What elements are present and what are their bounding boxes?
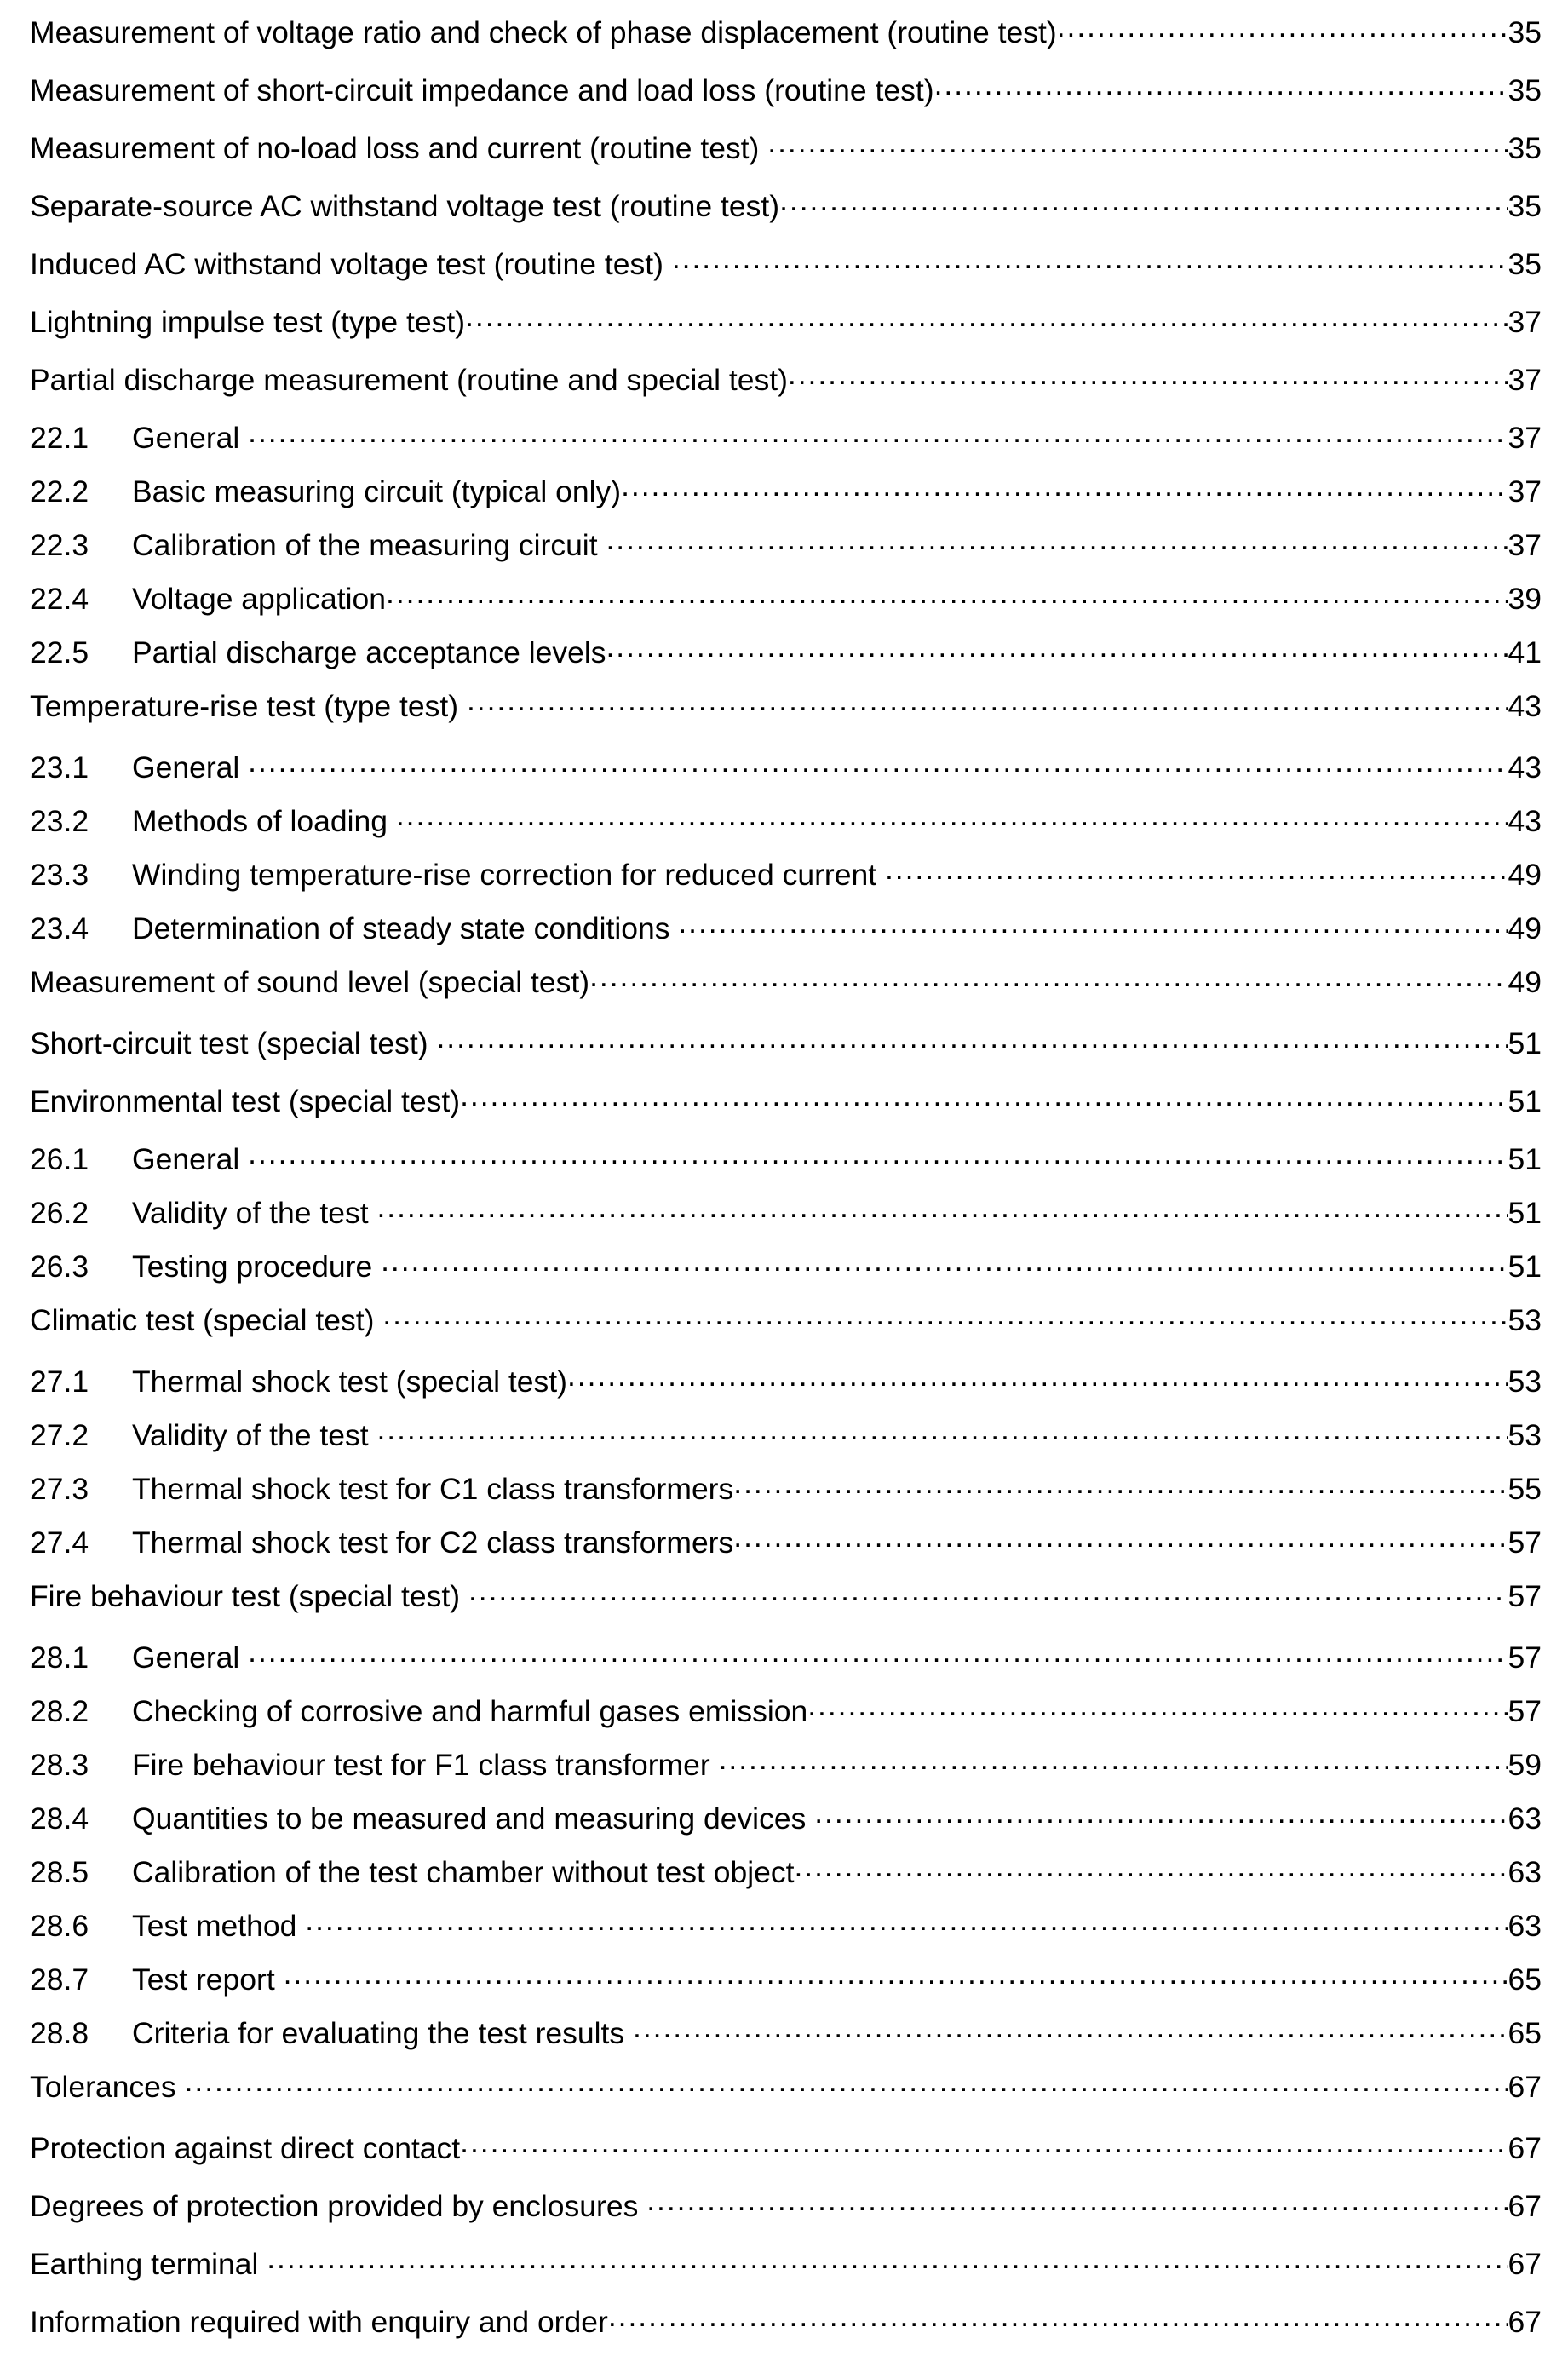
- toc-entry-title: Voltage application: [132, 581, 387, 616]
- toc-entry[interactable]: [30, 1576, 1542, 1637]
- toc-entry-page-number: 35: [1508, 246, 1542, 281]
- toc-entry[interactable]: [30, 1691, 1542, 1744]
- toc-entry-title: Calibration of the test chamber without test object: [132, 1854, 795, 1889]
- toc-entry[interactable]: [30, 2301, 1542, 2359]
- toc-entry-title: Calibration of the measuring circuit: [132, 527, 598, 562]
- toc-dot-leader: [376, 1192, 1508, 1223]
- toc-dot-leader: [468, 1576, 1508, 1606]
- toc-entry-title: Environmental test (special test): [30, 1083, 461, 1118]
- toc-entry-title: Basic measuring circuit (typical only): [132, 474, 622, 508]
- toc-entry-title: Measurement of sound level (special test): [30, 964, 590, 999]
- toc-entry-title: Lightning impulse test (type test): [30, 304, 466, 339]
- toc-dot-leader: [767, 128, 1508, 158]
- toc-entry-page-number: 51: [1508, 1195, 1542, 1230]
- toc-entry-number: 28.5: [30, 1854, 89, 1889]
- toc-dot-leader: [934, 70, 1508, 101]
- toc-dot-leader: [633, 2013, 1508, 2043]
- toc-entry-page-number: 67: [1508, 2069, 1542, 2104]
- toc-dot-leader: [646, 2186, 1508, 2216]
- toc-entry[interactable]: [30, 1361, 1542, 1415]
- toc-dot-leader: [788, 359, 1508, 390]
- toc-entry[interactable]: [30, 302, 1542, 359]
- toc-entry-page-number: 39: [1508, 581, 1542, 616]
- toc-entry-number: 26.3: [30, 1249, 89, 1284]
- toc-entry-page-number: 41: [1508, 635, 1542, 669]
- toc-entry-page-number: 57: [1508, 1640, 1542, 1675]
- toc-entry[interactable]: [30, 186, 1542, 244]
- toc-entry-title: Earthing terminal: [30, 2246, 259, 2281]
- toc-entry-title: Checking of corrosive and harmful gases emission: [132, 1693, 808, 1728]
- toc-entry-title: Induced AC withstand voltage test (routine test): [30, 246, 663, 281]
- toc-entry-page-number: 35: [1508, 130, 1542, 165]
- toc-entry[interactable]: [30, 801, 1542, 854]
- toc-dot-leader: [467, 686, 1508, 716]
- toc-dot-leader: [885, 854, 1508, 885]
- toc-entry-page-number: 53: [1508, 1302, 1542, 1337]
- toc-entry-number: 26.1: [30, 1141, 89, 1176]
- toc-entry-title: Measurement of voltage ratio and check of phase displacement (routine test): [30, 14, 1057, 49]
- toc-entry-page-number: 37: [1508, 420, 1542, 455]
- toc-entry-number: 28.3: [30, 1747, 89, 1782]
- toc-entry-number: 28.8: [30, 2015, 89, 2050]
- toc-entry-number: 22.5: [30, 635, 89, 669]
- toc-entry-title: Thermal shock test for C2 class transformers: [132, 1525, 734, 1560]
- toc-entry[interactable]: [30, 2128, 1542, 2186]
- toc-dot-leader: [807, 1691, 1508, 1721]
- toc-entry-number: 28.6: [30, 1908, 89, 1943]
- toc-entry-page-number: 35: [1508, 14, 1542, 49]
- toc-entry-page-number: 51: [1508, 1249, 1542, 1284]
- toc-entry-title: General: [132, 750, 240, 784]
- toc-entry-title: Protection against direct contact: [30, 2130, 461, 2165]
- toc-entry-title: Measurement of short-circuit impedance and load loss (routine test): [30, 72, 934, 107]
- toc-entry-page-number: 67: [1508, 2188, 1542, 2223]
- toc-entry-title: Degrees of protection provided by enclosures: [30, 2188, 639, 2223]
- toc-entry[interactable]: [30, 1905, 1542, 1959]
- toc-dot-leader: [248, 747, 1508, 778]
- toc-entry-page-number: 63: [1508, 1854, 1542, 1889]
- toc-entry-title: Test report: [132, 1962, 275, 1997]
- toc-entry[interactable]: [30, 1192, 1542, 1246]
- toc-dot-leader: [589, 962, 1508, 992]
- toc-entry[interactable]: [30, 686, 1542, 747]
- toc-entry[interactable]: [30, 1522, 1542, 1576]
- toc-dot-leader: [606, 632, 1508, 663]
- toc-entry[interactable]: [30, 1300, 1542, 1361]
- toc-entry-number: 22.1: [30, 420, 89, 455]
- toc-dot-leader: [284, 1959, 1508, 1990]
- toc-entry-title: Short-circuit test (special test): [30, 1026, 428, 1060]
- toc-entry[interactable]: [30, 2186, 1542, 2244]
- toc-entry[interactable]: [30, 417, 1542, 471]
- toc-entry-number: 23.1: [30, 750, 89, 784]
- toc-entry-title: Partial discharge measurement (routine and special test): [30, 362, 788, 397]
- toc-entry[interactable]: [30, 1468, 1542, 1522]
- toc-entry-page-number: 35: [1508, 188, 1542, 223]
- toc-entry[interactable]: [30, 1415, 1542, 1468]
- toc-entry-page-number: 67: [1508, 2246, 1542, 2281]
- toc-entry[interactable]: [30, 2244, 1542, 2301]
- toc-dot-leader: [305, 1905, 1508, 1936]
- toc-entry-number: 22.4: [30, 581, 89, 616]
- toc-entry-page-number: 37: [1508, 304, 1542, 339]
- toc-entry-number: 23.3: [30, 857, 89, 892]
- toc-entry-number: 27.2: [30, 1417, 89, 1452]
- toc-entry[interactable]: [30, 854, 1542, 908]
- toc-entry-number: 28.2: [30, 1693, 89, 1728]
- toc-dot-leader: [814, 1798, 1508, 1829]
- toc-entry-title: Thermal shock test for C1 class transformers: [132, 1471, 734, 1506]
- toc-entry[interactable]: [30, 578, 1542, 632]
- toc-dot-leader: [386, 578, 1508, 609]
- toc-entry-number: 27.1: [30, 1364, 89, 1399]
- toc-entry[interactable]: [30, 244, 1542, 302]
- toc-entry-number: 23.2: [30, 803, 89, 838]
- toc-entry-number: 28.1: [30, 1640, 89, 1675]
- toc-dot-leader: [733, 1468, 1508, 1499]
- toc-entry-title: General: [132, 420, 240, 455]
- toc-entry-page-number: 49: [1508, 911, 1542, 945]
- toc-entry-page-number: 63: [1508, 1801, 1542, 1836]
- toc-dot-leader: [396, 801, 1508, 831]
- toc-entry-title: Criteria for evaluating the test results: [132, 2015, 625, 2050]
- toc-entry-title: Fire behaviour test for F1 class transformer: [132, 1747, 710, 1782]
- toc-entry[interactable]: [30, 1852, 1542, 1905]
- toc-entry[interactable]: [30, 12, 1542, 70]
- toc-dot-leader: [436, 1023, 1508, 1054]
- toc-entry[interactable]: [30, 632, 1542, 686]
- toc-entry-title: Validity of the test: [132, 1195, 369, 1230]
- toc-entry[interactable]: [30, 1023, 1542, 1081]
- toc-dot-leader: [465, 302, 1508, 332]
- toc-entry-number: 26.2: [30, 1195, 89, 1230]
- toc-entry-page-number: 59: [1508, 1747, 1542, 1782]
- toc-entry-page-number: 57: [1508, 1525, 1542, 1560]
- toc-entry[interactable]: [30, 1139, 1542, 1192]
- toc-entry[interactable]: [30, 359, 1542, 417]
- toc-entry-title: Testing procedure: [132, 1249, 373, 1284]
- toc-entry-page-number: 43: [1508, 750, 1542, 784]
- toc-entry-number: 28.7: [30, 1962, 89, 1997]
- toc-entry[interactable]: [30, 70, 1542, 128]
- toc-dot-leader: [567, 1361, 1508, 1392]
- toc-entry-title: Fire behaviour test (special test): [30, 1578, 461, 1613]
- toc-entry-number: 27.4: [30, 1525, 89, 1560]
- toc-entry-page-number: 65: [1508, 1962, 1542, 1997]
- toc-dot-leader: [606, 525, 1508, 555]
- toc-entry-number: 22.3: [30, 527, 89, 562]
- toc-entry-page-number: 53: [1508, 1417, 1542, 1452]
- toc-dot-leader: [779, 186, 1508, 216]
- toc-entry-page-number: 51: [1508, 1141, 1542, 1176]
- toc-entry-title: Tolerances: [30, 2069, 176, 2104]
- toc-entry-title: Determination of steady state conditions: [132, 911, 670, 945]
- toc-entry-title: Climatic test (special test): [30, 1302, 375, 1337]
- toc-dot-leader: [185, 2066, 1508, 2097]
- toc-dot-leader: [719, 1744, 1508, 1775]
- toc-entry[interactable]: [30, 2013, 1542, 2066]
- toc-entry-page-number: 49: [1508, 964, 1542, 999]
- toc-entry-title: Validity of the test: [132, 1417, 369, 1452]
- toc-entry-page-number: 67: [1508, 2304, 1542, 2339]
- toc-entry-title: Methods of loading: [132, 803, 388, 838]
- toc-entry-page-number: 51: [1508, 1026, 1542, 1060]
- toc-entry-page-number: 43: [1508, 803, 1542, 838]
- toc-entry-number: 28.4: [30, 1801, 89, 1836]
- toc-entry-number: 27.3: [30, 1471, 89, 1506]
- toc-entry[interactable]: [30, 747, 1542, 801]
- toc-dot-leader: [733, 1522, 1508, 1553]
- toc-entry-title: Thermal shock test (special test): [132, 1364, 567, 1399]
- toc-dot-leader: [1057, 12, 1508, 43]
- toc-dot-leader: [460, 2128, 1508, 2158]
- toc-entry[interactable]: [30, 1081, 1542, 1139]
- toc-entry-page-number: 43: [1508, 688, 1542, 723]
- toc-entry[interactable]: [30, 2066, 1542, 2128]
- toc-dot-leader: [248, 1637, 1508, 1668]
- toc-entry[interactable]: [30, 471, 1542, 525]
- toc-entry-page-number: 35: [1508, 72, 1542, 107]
- toc-entry[interactable]: [30, 128, 1542, 186]
- toc-entry-page-number: 37: [1508, 474, 1542, 508]
- toc-entry-title: Separate-source AC withstand voltage test (routine test): [30, 188, 780, 223]
- toc-dot-leader: [460, 1081, 1508, 1112]
- toc-entry[interactable]: [30, 525, 1542, 578]
- toc-entry[interactable]: [30, 962, 1542, 1023]
- toc-entry-page-number: 63: [1508, 1908, 1542, 1943]
- toc-entry-title: Test method: [132, 1908, 297, 1943]
- toc-entry-number: 23.4: [30, 911, 89, 945]
- toc-dot-leader: [621, 471, 1508, 502]
- toc-entry-page-number: 37: [1508, 527, 1542, 562]
- toc-dot-leader: [248, 417, 1508, 448]
- toc-dot-leader: [382, 1300, 1508, 1330]
- toc-entry-title: Information required with enquiry and order: [30, 2304, 608, 2339]
- toc-entry[interactable]: [30, 1744, 1542, 1798]
- toc-entry-page-number: 55: [1508, 1471, 1542, 1506]
- toc-entry-title: General: [132, 1141, 240, 1176]
- toc-entry-page-number: 49: [1508, 857, 1542, 892]
- toc-dot-leader: [248, 1139, 1508, 1169]
- toc-entry[interactable]: [30, 1246, 1542, 1300]
- toc-entry-title: General: [132, 1640, 240, 1675]
- toc-entry-page-number: 51: [1508, 1083, 1542, 1118]
- toc-dot-leader: [381, 1246, 1508, 1277]
- toc-entry[interactable]: [30, 1798, 1542, 1852]
- toc-entry-page-number: 57: [1508, 1693, 1542, 1728]
- toc-entry-title: Measurement of no-load loss and current (routine test): [30, 130, 760, 165]
- toc-entry-page-number: 65: [1508, 2015, 1542, 2050]
- toc-entry[interactable]: [30, 908, 1542, 962]
- toc-entry-title: Winding temperature-rise correction for reduced current: [132, 857, 877, 892]
- toc-entry[interactable]: [30, 1959, 1542, 2013]
- toc-dot-leader: [608, 2301, 1508, 2332]
- toc-dot-leader: [794, 1852, 1508, 1882]
- toc-entry-page-number: 37: [1508, 362, 1542, 397]
- toc-dot-leader: [267, 2244, 1508, 2274]
- toc-entry-number: 22.2: [30, 474, 89, 508]
- toc-entry-title: Quantities to be measured and measuring devices: [132, 1801, 807, 1836]
- toc-entry-page-number: 67: [1508, 2130, 1542, 2165]
- toc-entry[interactable]: [30, 1637, 1542, 1691]
- toc-entry-page-number: 57: [1508, 1578, 1542, 1613]
- toc-dot-leader: [678, 908, 1508, 939]
- toc-entry-title: Temperature-rise test (type test): [30, 688, 459, 723]
- toc-entry-title: Partial discharge acceptance levels: [132, 635, 606, 669]
- toc-dot-leader: [672, 244, 1508, 274]
- toc-dot-leader: [376, 1415, 1508, 1445]
- toc-entry-page-number: 53: [1508, 1364, 1542, 1399]
